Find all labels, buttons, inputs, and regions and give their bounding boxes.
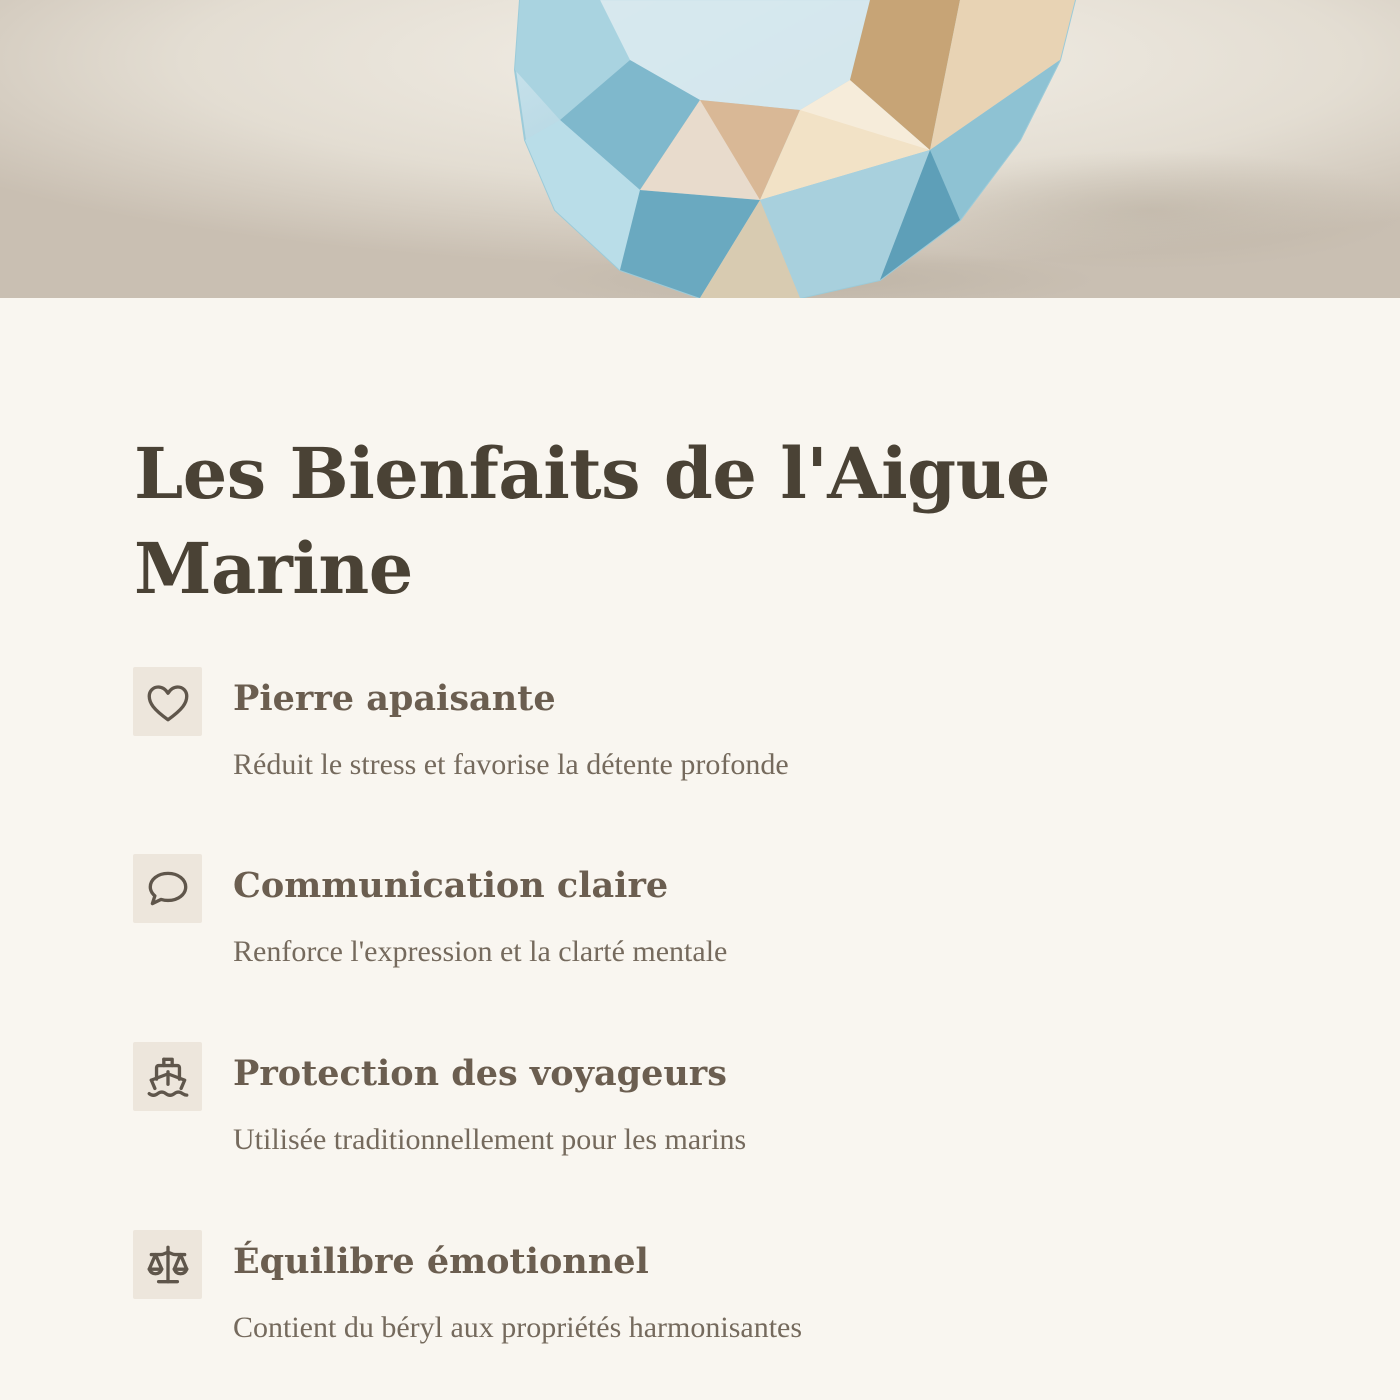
benefit-item xyxy=(133,1230,1233,1360)
benefit-item xyxy=(133,667,1233,797)
benefit-item xyxy=(133,1042,1233,1172)
benefit-description: Renforce l'expression et la clarté mentale xyxy=(233,935,728,968)
benefit-title: Communication claire xyxy=(233,865,669,906)
benefit-description: Utilisée traditionnellement pour les marins xyxy=(233,1123,747,1156)
benefit-title: Équilibre émotionnel xyxy=(233,1241,649,1282)
hero-image xyxy=(0,0,1400,298)
aquamarine-gemstone-image xyxy=(0,0,1400,298)
benefit-description: Contient du béryl aux propriétés harmonisantes xyxy=(233,1311,803,1344)
benefit-description: Réduit le stress et favorise la détente profonde xyxy=(233,748,789,781)
page-title: Les Bienfaits de l'Aigue Marine xyxy=(134,432,1051,610)
speech-bubble-icon xyxy=(133,854,202,923)
benefit-item xyxy=(133,854,1233,984)
benefit-title: Protection des voyageurs xyxy=(233,1053,727,1094)
benefits-section xyxy=(0,298,1400,1400)
ship-icon xyxy=(133,1042,202,1111)
scale-icon xyxy=(133,1230,202,1299)
heart-icon xyxy=(133,667,202,736)
benefit-title: Pierre apaisante xyxy=(233,678,556,719)
